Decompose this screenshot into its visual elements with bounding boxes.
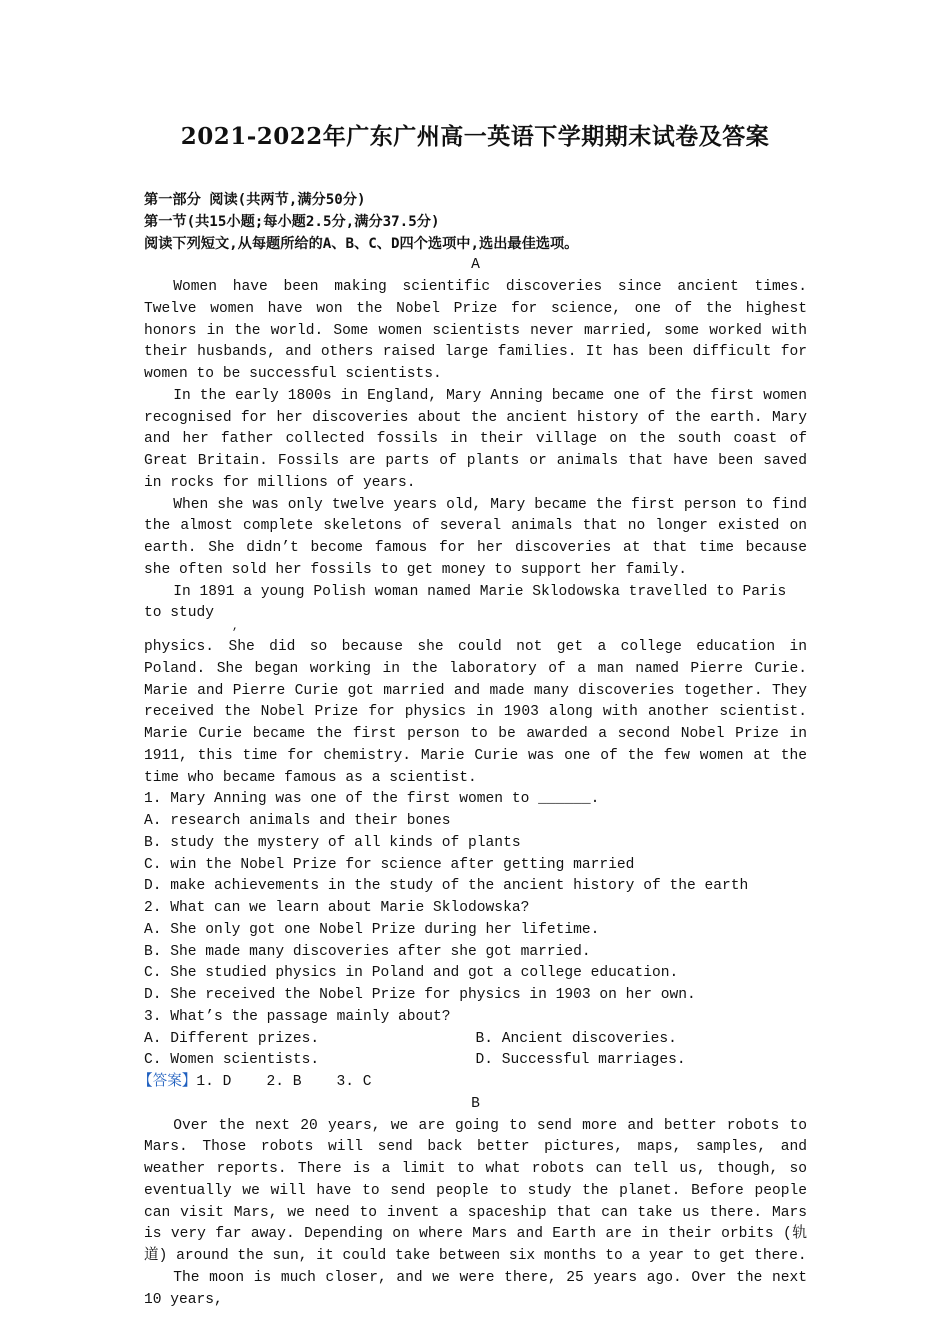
option: C. Women scientists. [144, 1052, 320, 1069]
instructions: 阅读下列短文,从每题所给的A、B、C、D四个选项中,选出最佳选项。 [144, 235, 579, 252]
option: D. She received the Nobel Prize for physics in 1903 on her own. [144, 987, 696, 1003]
stray-comma: , [232, 621, 239, 633]
passage-a-paragraph: Women have been making scientific discoveries since ancient times. Twelve women have won the Nobel Prize for science, one of the highest honors in the world. Some women scientists never married, some worked with their husbands, and others raised large families. It has been difficult for women to be successful scientists. [144, 279, 807, 382]
option: A. She only got one Nobel Prize during her lifetime. [144, 921, 600, 938]
part-heading: 第一部分 阅读(共两节,满分50分) [144, 192, 366, 208]
option: B. She made many discoveries after she got married. [144, 943, 591, 960]
document-body [138, 190, 807, 1311]
option: A. Different prizes. [144, 1030, 320, 1047]
answer-text: 1. D 2. B 3. C [196, 1074, 372, 1090]
passage-a-paragraph: physics. She did so because she could not get a college education in Poland. She began working in the laboratory of a man named Pierre Curie. Marie and Pierre Curie got married and made many discoveries together. They received the Nobel Prize for physics in 1903 along with another scientist. Marie Curie became the first person to be awarded a second Nobel Prize in 1911, this time for chemistry. Marie Curie was one of the few women at the time who became famous as a scientist. [144, 639, 807, 786]
passage-b-paragraph: Over the next 20 years, we are going to send more and better robots to Mars. Those robots will send back better pictures, maps, samples, and weather reports. There is a limit to what robots can tell us, though, so eventually we will have to send people to study the planet. Before people can visit Mars, we need to invent a spaceship that can take us there. Mars is very far away. Depending on where Mars and Earth are in their orbits (轨道) around the sun, it could take between six months to a year to get there. [144, 1117, 807, 1264]
option: A. research animals and their bones [144, 813, 451, 829]
options-row [144, 1050, 807, 1072]
page-title: 2021-2022年广东广州高一英语下学期期末试卷及答案 [180, 123, 770, 150]
passage-a-paragraph: In the early 1800s in England, Mary Anning became one of the first women recognised for her discoveries about the ancient history of the earth. Mary and her father collected fossils in their village on the south coast of Great Britain. Fossils are parts of plants or animals that have been saved in rocks for millions of years. [144, 387, 807, 491]
option: C. She studied physics in Poland and got a college education. [144, 965, 679, 982]
question-1: 1. Mary Anning was one of the first women to ______. [144, 791, 600, 808]
option: B. Ancient discoveries. [475, 1030, 677, 1047]
options-row [144, 1029, 807, 1051]
option: D. make achievements in the study of the ancient history of the earth [144, 878, 749, 895]
question-2: 2. What can we learn about Marie Sklodowska? [144, 900, 530, 916]
passage-b-paragraph: The moon is much closer, and we were there, 25 years ago. Over the next 10 years, [144, 1269, 807, 1308]
passage-a-paragraph [144, 582, 807, 626]
option: D. Successful marriages. [475, 1052, 686, 1069]
answer-tag: 【答案】 [138, 1074, 197, 1090]
passage-a-label: A [471, 257, 480, 274]
stray-comma-row [144, 621, 807, 637]
passage-a-continuation-start: a young Polish woman named Marie Sklodowska travelled to Paris to study [144, 583, 787, 622]
option: B. study the mystery of all kinds of plants [144, 834, 521, 851]
passage-b-label: B [471, 1095, 480, 1112]
section-heading: 第一节(共15小题;每小题2.5分,满分37.5分) [144, 213, 440, 230]
passage-a-year: In 1891 [173, 583, 235, 600]
passage-a-paragraph: When she was only twelve years old, Mary became the first person to find the almost complete skeletons of several animals that no longer existed on earth. She didn’t become famous for her discoveries at that time because she often sold her fossils to get money to support her family. [144, 496, 807, 578]
option: C. win the Nobel Prize for science after getting married [144, 856, 635, 873]
answer-line [138, 1072, 807, 1094]
question-3: 3. What’s the passage mainly about? [144, 1008, 451, 1025]
